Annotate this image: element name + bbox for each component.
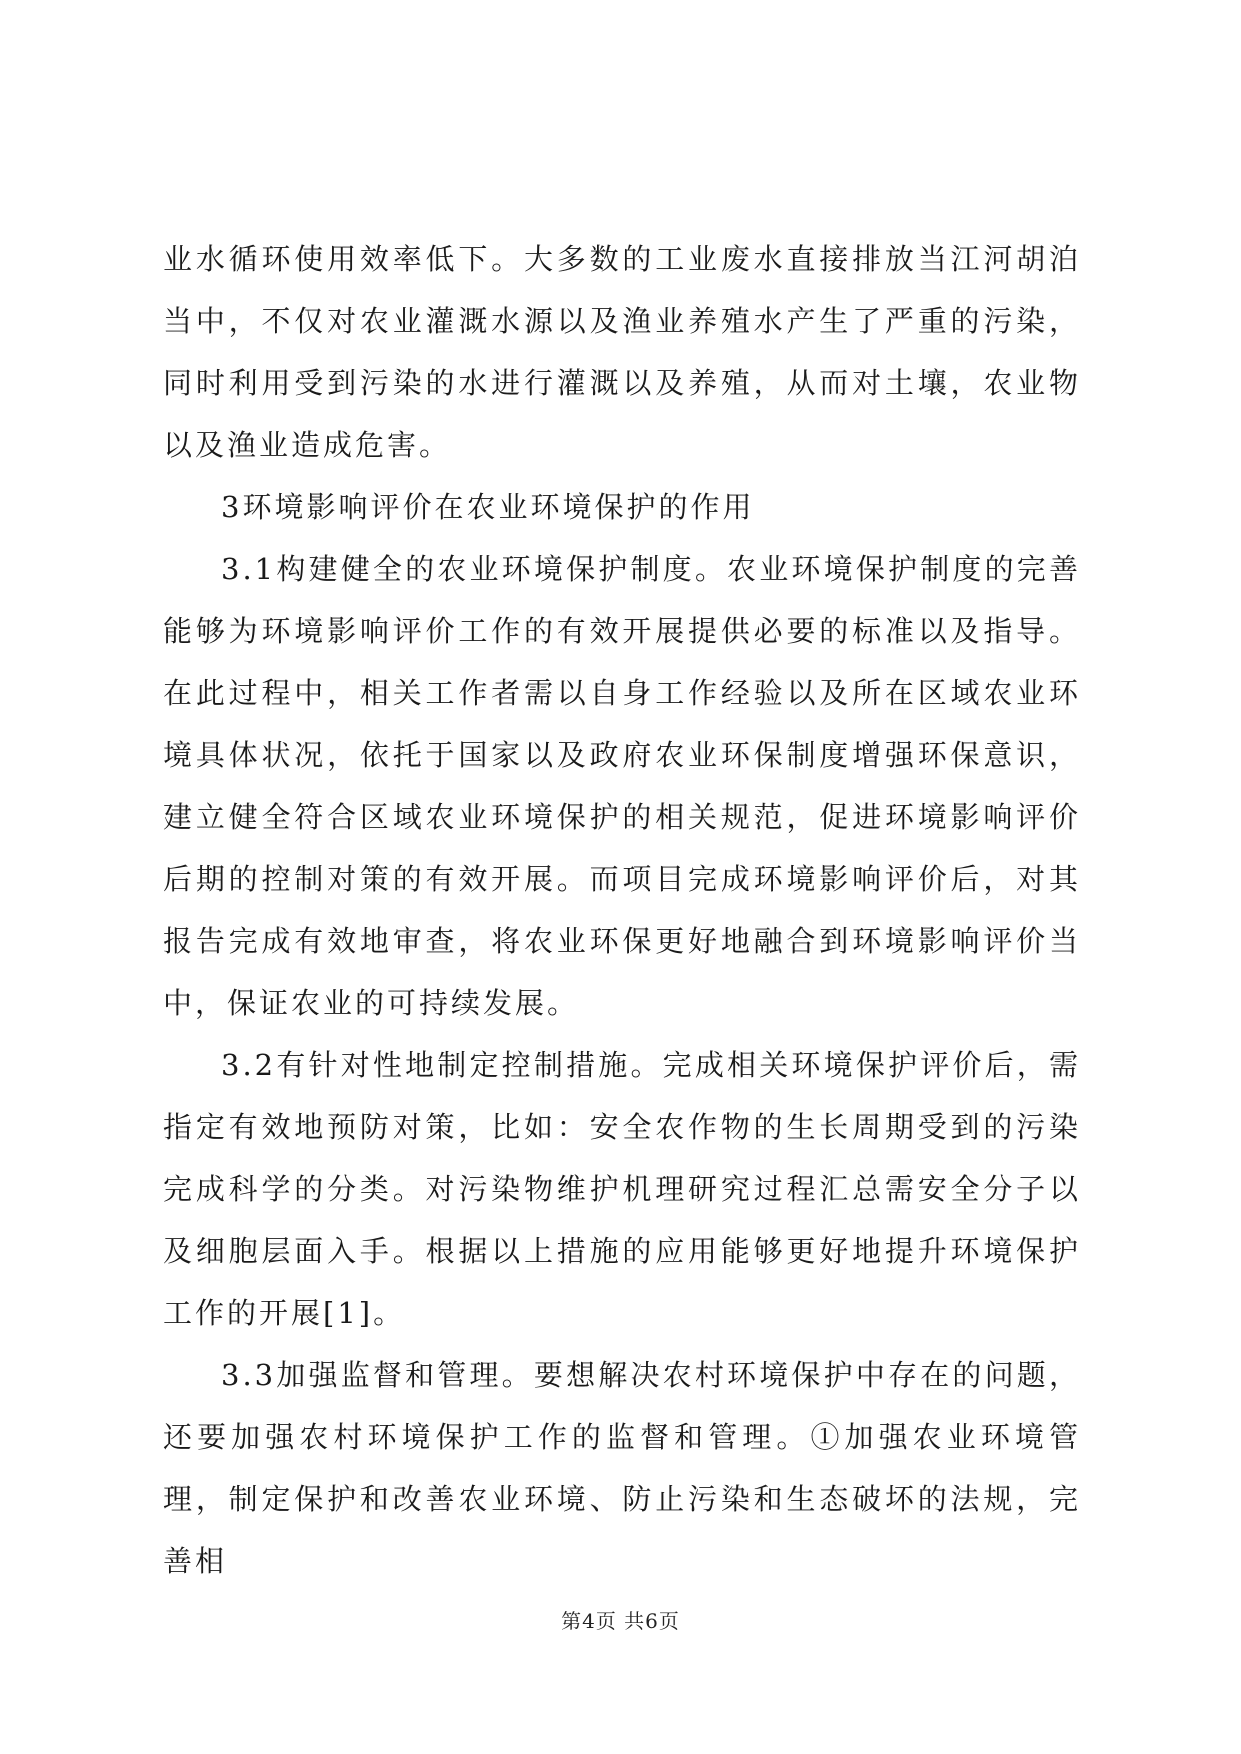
paragraph-3-1: 3.1构建健全的农业环境保护制度。农业环境保护制度的完善能够为环境影响评价工作的有效开展提供必要的标准以及指导。在此过程中，相关工作者需以自身工作经验以及所在区域农业环境具体状况，依托于国家以及政府农业环保制度增强环保意识，建立健全符合区域农业环境保护的相关规范，促进环境影响评价后期的控制对策的有效开展。而项目完成环境影响评价后，对其报告完成有效地审查，将农业环保更好地融合到环境影响评价当中，保证农业的可持续发展。 [163, 552, 1081, 1020]
section-heading: 3环境影响评价在农业环境保护的作用 [221, 490, 755, 524]
paragraph-3-2: 3.2有针对性地制定控制措施。完成相关环境保护评价后，需指定有效地预防对策，比如：安全农作物的生长周期受到的污染完成科学的分类。对污染物维护机理研究过程汇总需安全分子以及细胞层面入手。根据以上措施的应用能够更好地提升环境保护工作的开展[1]。 [163, 1048, 1081, 1330]
body-text [163, 228, 1081, 1592]
paragraph-continued: 业水循环使用效率低下。大多数的工业废水直接排放当江河胡泊当中，不仅对农业灌溉水源以及渔业养殖水产生了严重的污染，同时利用受到污染的水进行灌溉以及养殖，从而对土壤，农业物以及渔业造成危害。 [163, 242, 1081, 462]
paragraph-3-3: 3.3加强监督和管理。要想解决农村环境保护中存在的问题，还要加强农村环境保护工作的监督和管理。①加强农业环境管理，制定保护和改善农业环境、防止污染和生态破坏的法规，完善相 [163, 1358, 1081, 1578]
page-footer: 第4页 共6页 [561, 1609, 680, 1633]
